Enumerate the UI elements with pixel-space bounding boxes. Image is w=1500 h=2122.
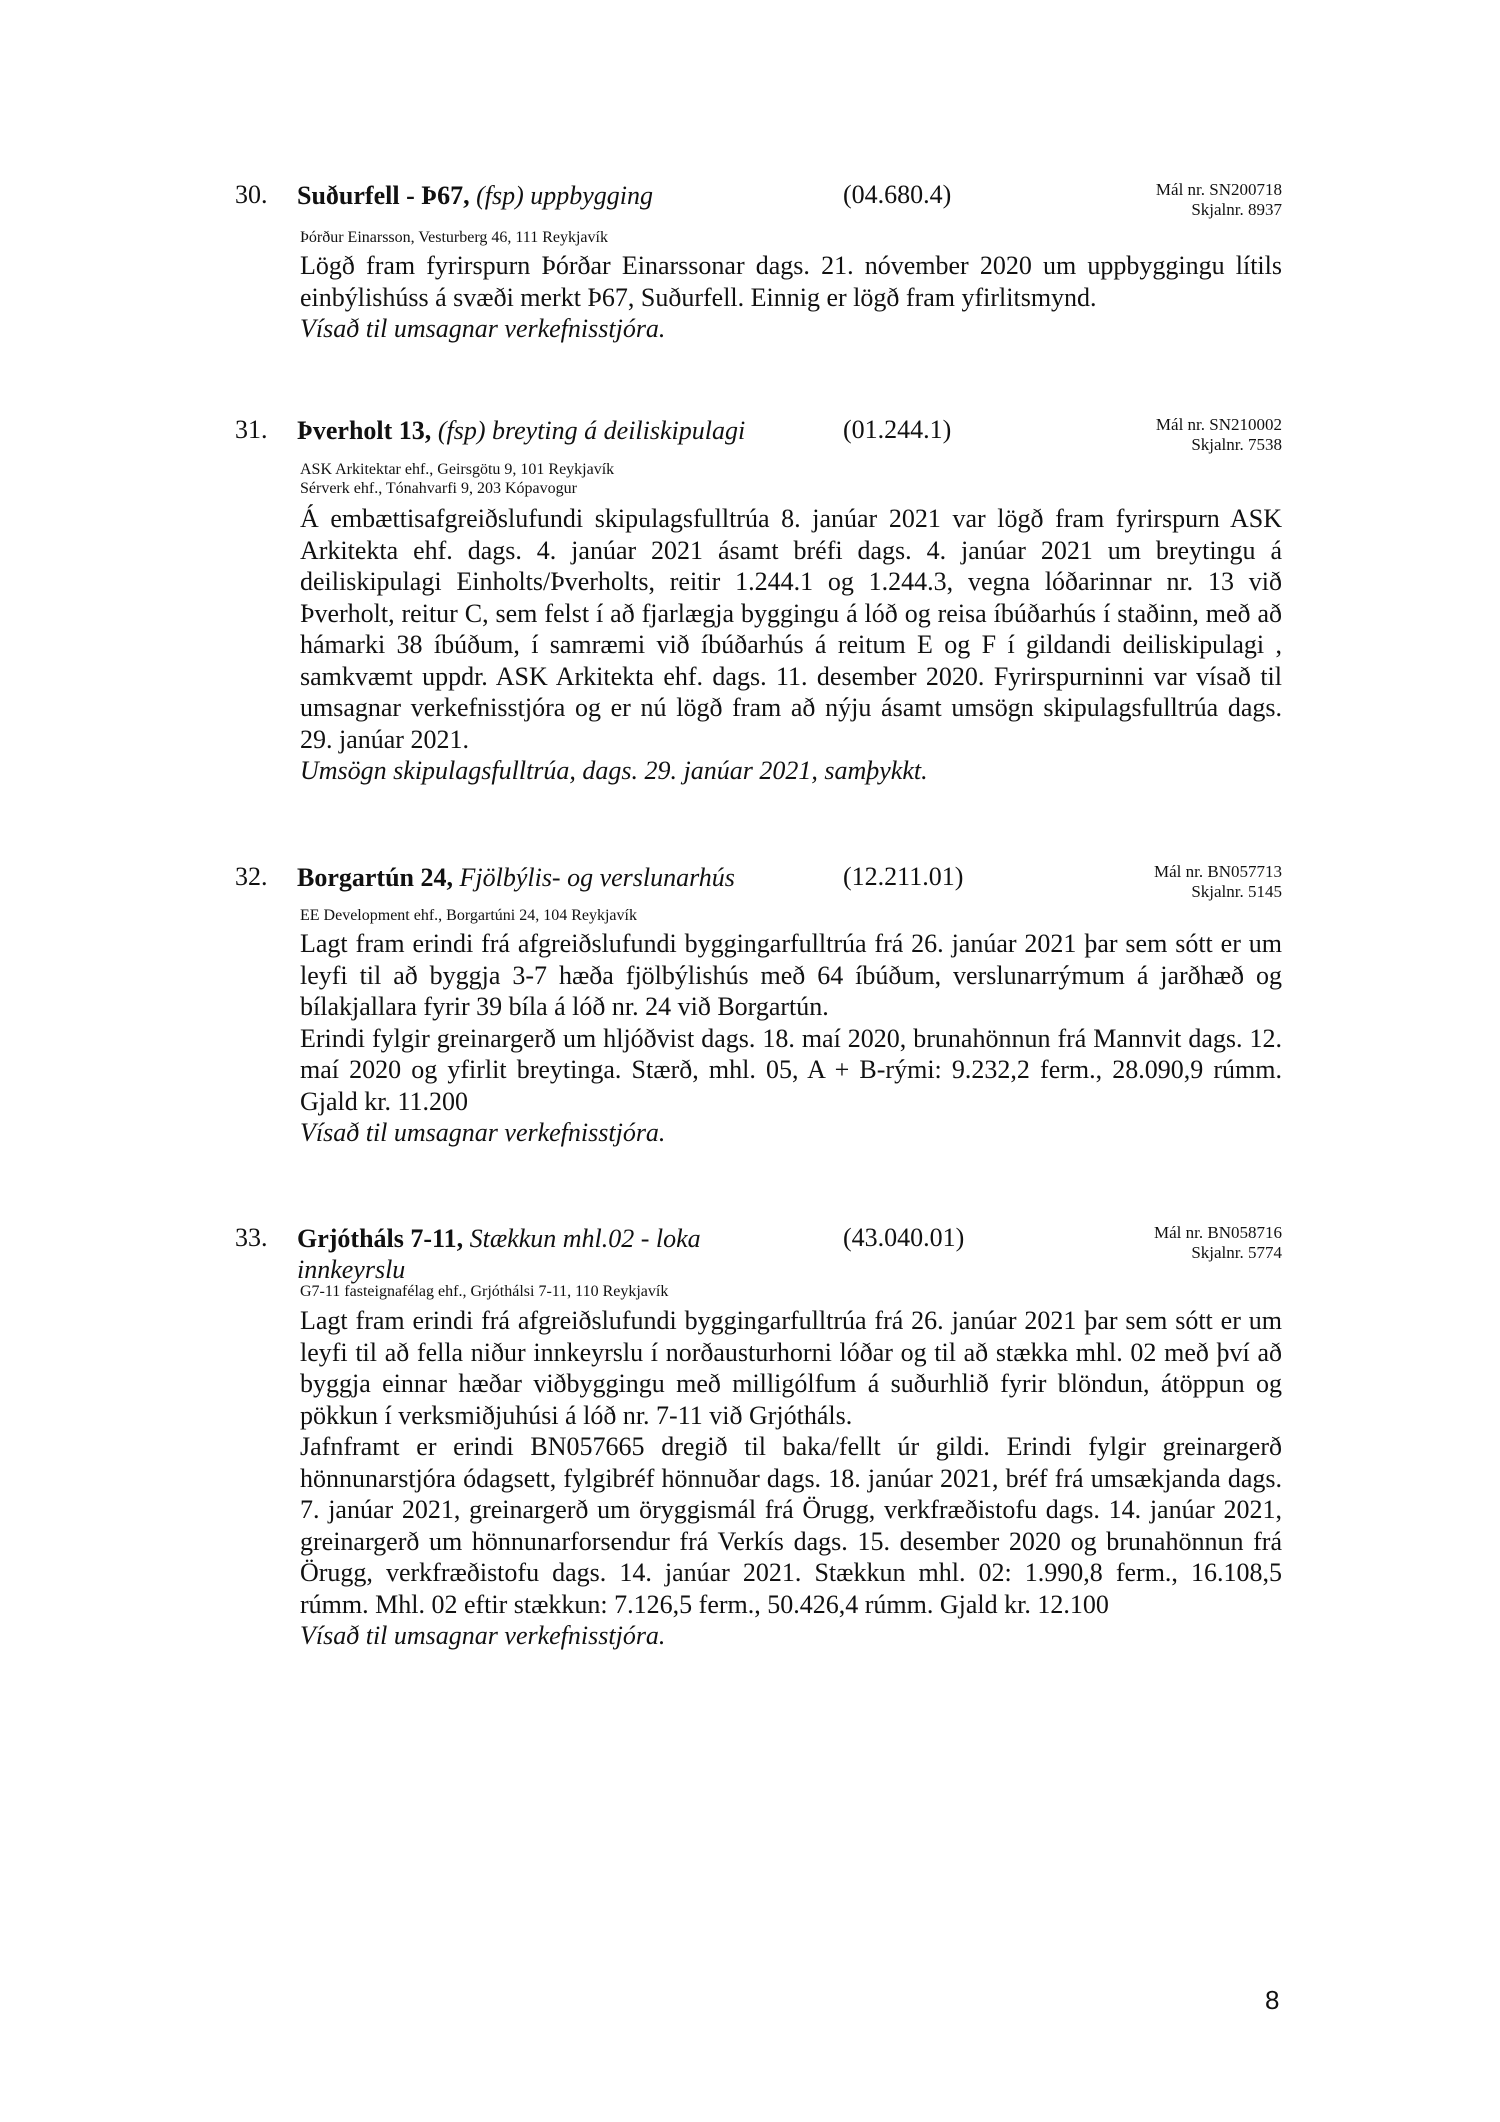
item-subject: (fsp) breyting á deiliskipulagi	[437, 416, 746, 445]
item-code: (43.040.01)	[843, 1223, 965, 1252]
paragraph: Lögð fram fyrirspurn Þórðar Einarssonar dags. 21. nóvember 2020 um uppbyggingu lítils einbýlishúss á svæði merkt Þ67, Suðurfell. Einnig er lögð fram yfirlitsmynd.	[300, 251, 1282, 312]
document-number: Skjalnr. 7538	[1191, 435, 1282, 454]
document-number: Skjalnr. 5145	[1191, 882, 1282, 901]
case-number: Mál nr. BN058716	[1154, 1223, 1282, 1242]
item-address: Þverholt 13,	[297, 416, 432, 445]
item-subject: (fsp) uppbygging	[476, 181, 654, 210]
paragraph: Lagt fram erindi frá afgreiðslufundi byggingarfulltrúa frá 26. janúar 2021 þar sem sótt er um leyfi til að byggja 3-7 hæða fjölbýlishús með 64 íbúðum, verslunarrýmum á jarðhæð og bílakjallara fyrir 39 bíla á lóð nr. 24 við Borgartún.	[300, 929, 1282, 1021]
page-number: 8	[1265, 1985, 1280, 2015]
item-subject: Fjölbýlis- og verslunarhús	[459, 863, 735, 892]
document-number: Skjalnr. 8937	[1191, 200, 1282, 219]
applicants	[300, 1282, 668, 1301]
item-number: 32.	[235, 862, 268, 891]
paragraph: Jafnframt er erindi BN057665 dregið til baka/fellt úr gildi. Erindi fylgir greinargerð hönnunarstjóra ódagsett, fylgibréf hönnuðar dags. 18. janúar 2021, bréf frá umsækjanda dags. 7. janúar 2021, greinargerð um öryggismál frá Örugg, verkfræðistofu dags. 14. janúar 2021, greinargerð um hönnunarforsendur frá Verkís dags. 15. desember 2020 og brunahönnun frá Örugg, verkfræðistofu dags. 14. janúar 2021. Stækkun mhl. 02: 1.990,8 ferm., 16.108,5 rúmm. Mhl. 02 eftir stækkun: 7.126,5 ferm., 50.426,4 rúmm. Gjald kr. 12.100	[300, 1432, 1282, 1619]
case-number: Mál nr. BN057713	[1154, 862, 1282, 881]
item-title	[297, 1223, 747, 1285]
conclusion: Vísað til umsagnar verkefnisstjóra.	[300, 1118, 666, 1147]
case-number: Mál nr. SN210002	[1155, 415, 1282, 434]
item-body	[300, 1305, 1282, 1652]
item-title	[297, 862, 777, 893]
case-number: Mál nr. SN200718	[1155, 180, 1282, 199]
item-body	[300, 503, 1282, 787]
conclusion: Vísað til umsagnar verkefnisstjóra.	[300, 1621, 666, 1650]
paragraph: Á embættisafgreiðslufundi skipulagsfulltrúa 8. janúar 2021 var lögð fram fyrirspurn ASK Arkitekta ehf. dags. 4. janúar 2021 ásamt bréfi dags. 4. janúar 2021 um breytingu á deiliskipulagi Einholts/Þverholts, reitir 1.244.1 og 1.244.3, vegna lóðarinnar nr. 13 við Þverholt, reitur C, sem felst í að fjarlægja byggingu á lóð og reisa íbúðarhús í staðinn, með að hámarki 38 íbúðum, í samræmi við íbúðarhús á reitum E og F í gildandi deiliskipulagi , samkvæmt uppdr. ASK Arkitekta ehf. dags. 11. desember 2020. Fyrirspurninni var vísað til umsagnar verkefnisstjóra og er nú lögð fram að nýju ásamt umsögn skipulagsfulltrúa dags. 29. janúar 2021.	[300, 504, 1282, 754]
item-code: (04.680.4)	[843, 180, 952, 209]
item-address: Borgartún 24,	[297, 863, 453, 892]
item-title	[297, 180, 777, 211]
applicant: EE Development ehf., Borgartúni 24, 104 Reykjavík	[300, 907, 637, 924]
item-body	[300, 250, 1282, 345]
item-subject: Stækkun mhl.02 - loka innkeyrslu	[297, 1224, 701, 1284]
paragraph: Lagt fram erindi frá afgreiðslufundi byggingarfulltrúa frá 26. janúar 2021 þar sem sótt er um leyfi til að fella niður innkeyrslu í norðausturhorni lóðar og til að stækka mhl. 02 með því að byggja einnar hæðar viðbyggingu með milligólfum á suðurhlið fyrir blöndun, átöppun og pökkun í verksmiðjuhúsi á lóð nr. 7-11 við Grjótháls.	[300, 1306, 1282, 1430]
item-code: (01.244.1)	[843, 415, 952, 444]
applicant: Sérverk ehf., Tónahvarfi 9, 203 Kópavogur	[300, 480, 577, 497]
applicants	[300, 906, 637, 925]
item-number: 33.	[235, 1223, 268, 1252]
item-address: Grjótháls 7-11,	[297, 1224, 464, 1253]
conclusion: Umsögn skipulagsfulltrúa, dags. 29. janúar 2021, samþykkt.	[300, 756, 928, 785]
applicant: Þórður Einarsson, Vesturberg 46, 111 Reykjavík	[300, 229, 608, 246]
case-reference	[1156, 415, 1282, 455]
case-reference	[1154, 862, 1282, 902]
item-address: Suðurfell - Þ67,	[297, 181, 470, 210]
applicants	[300, 228, 608, 247]
applicants	[300, 460, 614, 498]
case-reference	[1154, 1223, 1282, 1263]
item-number: 31.	[235, 415, 268, 444]
conclusion: Vísað til umsagnar verkefnisstjóra.	[300, 314, 666, 343]
item-title	[297, 415, 777, 446]
paragraph: Erindi fylgir greinargerð um hljóðvist dags. 18. maí 2020, brunahönnun frá Mannvit dags. 12. maí 2020 og yfirlit breytinga. Stærð, mhl. 05, A + B-rými: 9.232,2 ferm., 28.090,9 rúmm. Gjald kr. 11.200	[300, 1023, 1282, 1116]
document-number: Skjalnr. 5774	[1191, 1243, 1282, 1262]
item-body	[300, 928, 1282, 1149]
case-reference	[1156, 180, 1282, 220]
applicant: G7-11 fasteignafélag ehf., Grjóthálsi 7-11, 110 Reykjavík	[300, 1283, 669, 1300]
item-number: 30.	[235, 180, 268, 209]
applicant: ASK Arkitektar ehf., Geirsgötu 9, 101 Reykjavík	[300, 461, 615, 478]
item-code: (12.211.01)	[843, 862, 964, 891]
